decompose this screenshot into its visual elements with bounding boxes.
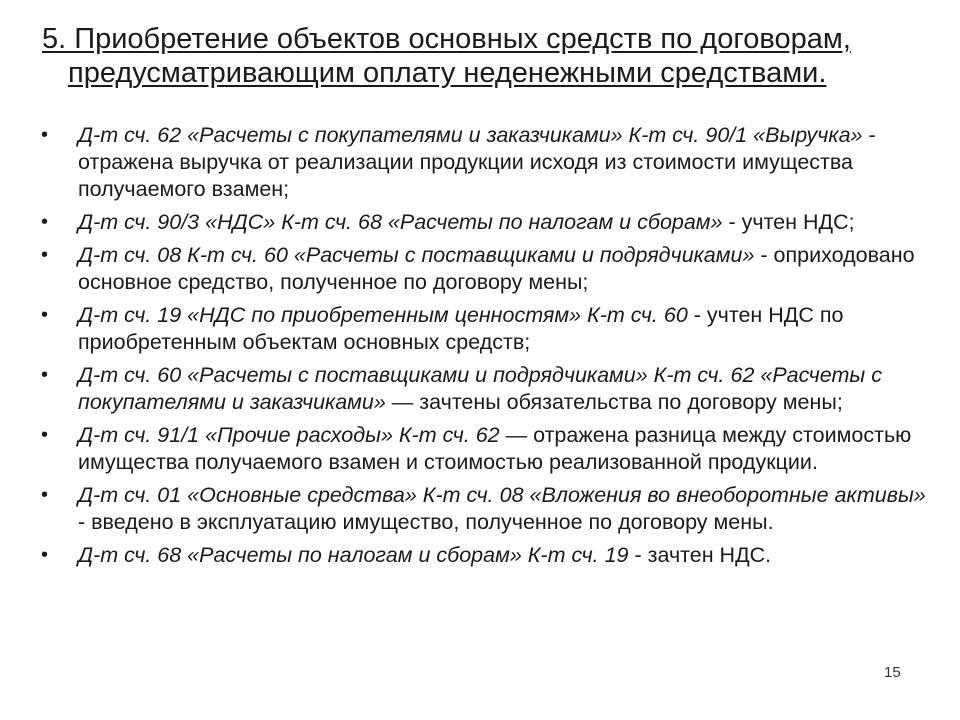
entry-description: - введено в эксплуатацию имущество, полученное по договору мены. — [78, 510, 774, 534]
entry-description: - учтен НДС; — [722, 210, 855, 234]
list-item — [38, 422, 938, 476]
slide-title — [42, 22, 942, 90]
bullet-icon: • — [41, 544, 49, 566]
bullet-icon: • — [41, 304, 49, 326]
list-item — [38, 242, 938, 296]
list-item — [38, 362, 938, 416]
account-entry: Д-т сч. 08 К-т сч. 60 «Расчеты с поставщиками и подрядчиками» — [78, 243, 755, 267]
bullet-icon: • — [41, 244, 49, 266]
entry-description: - отражена выручка от реализации продукции исходя из стоимости имущества получаемого взамен; — [78, 123, 876, 201]
entry-description: - учтен НДС по приобретенным объектам основных средств; — [78, 303, 844, 354]
account-entry: Д-т сч. 62 «Расчеты с покупателями и заказчиками» К-т сч. 90/1 «Выручка» — [78, 123, 863, 147]
bullet-icon: • — [41, 211, 49, 233]
account-entry: Д-т сч. 01 «Основные средства» К-т сч. 08 «Вложения во внеоборотные активы» — [78, 483, 926, 507]
bullet-icon: • — [41, 364, 49, 386]
bullet-icon: • — [41, 484, 49, 506]
bullet-list — [38, 122, 938, 575]
list-item — [38, 209, 938, 236]
title-line-1: 5. Приобретение объектов основных средств по договорам, — [42, 23, 851, 55]
entry-description: — отражена разница между стоимостью имущества получаемого взамен и стоимостью реализованной продукции. — [78, 423, 912, 474]
account-entry: Д-т сч. 19 «НДС по приобретенным ценностям» К-т сч. 60 — [78, 303, 688, 327]
bullet-icon: • — [41, 124, 49, 146]
account-entry: Д-т сч. 91/1 «Прочие расходы» К-т сч. 62 — [78, 423, 500, 447]
list-item — [38, 122, 938, 203]
entry-description: — зачтены обязательства по договору мены; — [385, 390, 843, 414]
account-entry: Д-т сч. 68 «Расчеты по налогам и сборам» К-т сч. 19 — [78, 543, 629, 567]
entry-description: - зачтен НДС. — [628, 543, 772, 567]
bullet-icon: • — [41, 424, 49, 446]
account-entry: Д-т сч. 60 «Расчеты с поставщиками и подрядчиками» К-т сч. 62 «Расчеты с покупателями и заказчиками» — [78, 363, 882, 414]
title-line-2: предусматривающим оплату неденежными средствами. — [68, 57, 827, 89]
list-item — [38, 482, 938, 536]
account-entry: Д-т сч. 90/3 «НДС» К-т сч. 68 «Расчеты по налогам и сборам» — [78, 210, 723, 234]
list-item — [38, 302, 938, 356]
list-item — [38, 542, 938, 569]
entry-description: - оприходовано основное средство, полученное по договору мены; — [78, 243, 915, 294]
page-number: 15 — [884, 664, 901, 681]
